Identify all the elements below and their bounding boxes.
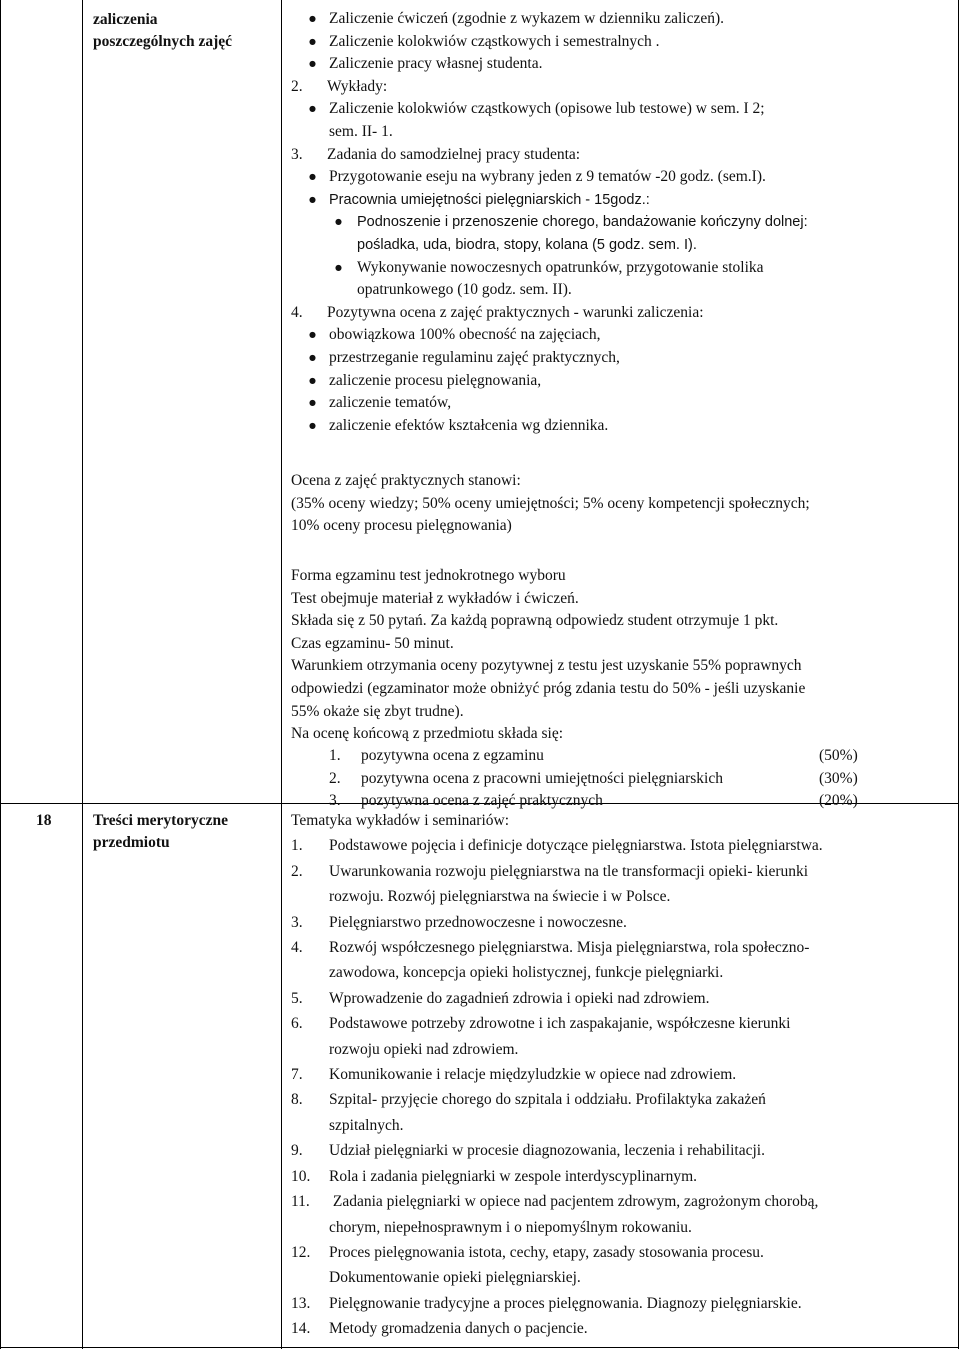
topic-text: Podstawowe pojęcia i definicje dotyczące pielęgniarstwa. Istota pielęgniarstwa.	[329, 837, 823, 855]
topic-number: 13.	[291, 1294, 311, 1312]
topic-text: Zadania pielęgniarki w opiece nad pacjentem zdrowym, zagrożonym chorobą,	[329, 1193, 819, 1211]
topic-number: 2.	[291, 862, 303, 880]
section-number: 3.	[291, 145, 303, 163]
topic-number: 12.	[291, 1243, 311, 1261]
topic-line	[291, 1240, 951, 1265]
topic-number: 3.	[291, 913, 303, 931]
topic-text: rozwoju opieki nad zdrowiem.	[329, 1040, 519, 1058]
topic-line	[291, 986, 951, 1011]
topics-block	[291, 808, 951, 1342]
topic-line	[291, 1062, 951, 1087]
row17-label-line2: poszczególnych zajęć	[93, 33, 233, 50]
topic-text: Rozwój współczesnego pielęgniarstwa. Misja pielęgniarstwa, rola społeczno-	[329, 939, 810, 957]
numbered-section-line	[291, 144, 951, 167]
topics-heading: Tematyka wykładów i seminariów:	[291, 812, 510, 829]
exam-line: Składa się z 50 pytań. Za każdą poprawną odpowiedz student otrzymuje 1 pkt.	[291, 612, 779, 630]
topic-text: Pielęgnowanie tradycyjne a proces pielęgnowania. Diagnozy pielęgniarskie.	[329, 1294, 802, 1312]
exam-block	[291, 565, 951, 746]
exam-line: Na ocenę końcową z przedmiotu składa się:	[291, 725, 564, 743]
table-right-border	[958, 0, 959, 1349]
topic-line	[291, 910, 951, 935]
topic-line	[291, 1291, 951, 1316]
topic-line	[291, 1316, 951, 1341]
topic-number: 11.	[291, 1193, 310, 1211]
section-title: Pozytywna ocena z zajęć praktycznych - warunki zaliczenia:	[327, 303, 704, 321]
topic-number: 10.	[291, 1167, 311, 1185]
row18-number: 18	[36, 812, 52, 829]
practical-grade-block	[291, 470, 951, 538]
topic-text: rozwoju. Rozwój pielęgniarstwa na świecie i w Polsce.	[329, 888, 671, 906]
numbered-section-line	[291, 302, 951, 325]
topic-line	[291, 1087, 951, 1112]
final-grade-percent: (50%)	[819, 747, 858, 764]
table-bottom-border	[0, 1347, 959, 1348]
topic-text: Dokumentowanie opieki pielęgniarskiej.	[329, 1269, 581, 1287]
topic-text: Szpital- przyjęcie chorego do szpitala i oddziału. Profilaktyka zakażeń	[329, 1091, 766, 1109]
numbered-section-line	[291, 76, 951, 99]
topic-number: 5.	[291, 989, 303, 1007]
topic-text: szpitalnych.	[329, 1116, 404, 1134]
bullet-item: ● Zaliczenie kolokwiów cząstkowych i semestralnych .	[291, 31, 951, 54]
row18-label	[93, 810, 228, 854]
topic-number: 8.	[291, 1091, 303, 1109]
exam-line: 55% okaże się zbyt trudne).	[291, 702, 464, 720]
topic-text: Udział pielęgniarki w procesie diagnozowania, leczenia i rehabilitacji.	[329, 1142, 765, 1160]
topic-line	[291, 1037, 951, 1062]
final-grade-percent: (30%)	[819, 769, 858, 787]
topic-line	[291, 1011, 951, 1036]
bullet-item: ● zaliczenie tematów,	[291, 392, 951, 415]
topic-text: Wprowadzenie do zagadnień zdrowia i opieki nad zdrowiem.	[329, 989, 710, 1007]
bullet-item: pośladka, uda, biodra, stopy, kolana (5 godz. sem. I).	[357, 236, 697, 253]
bullet-item: sem. II- 1.	[329, 122, 393, 140]
topic-text: zawodowa, koncepcja opieki holistycznej, funkcje pielęgniarki.	[329, 964, 724, 982]
topic-line	[291, 884, 951, 909]
bullet-item: ● Zaliczenie pracy własnej studenta.	[291, 53, 951, 76]
practical-grade-weights-line1: (35% oceny wiedzy; 50% oceny umiejętności; 5% oceny kompetencji społecznych;	[291, 494, 810, 512]
final-grade-percent: (20%)	[819, 792, 858, 810]
topics-list	[291, 833, 951, 1341]
exam-line: Test obejmuje materiał z wykładów i ćwiczeń.	[291, 589, 579, 607]
practical-grade-title: Ocena z zajęć praktycznych stanowi:	[291, 472, 521, 489]
topic-line	[291, 1189, 951, 1214]
bullet-item: ● Podnoszenie i przenoszenie chorego, bandażowanie kończyny dolnej:	[291, 211, 951, 234]
practical-grade-weights-line2: 10% oceny procesu pielęgnowania)	[291, 517, 512, 535]
topic-line	[291, 1265, 951, 1290]
final-grade-text: pozytywna ocena z pracowni umiejętności pielęgniarskich	[361, 769, 723, 787]
bullet-item: ● przestrzeganie regulaminu zajęć praktycznych,	[291, 347, 951, 370]
topic-line	[291, 1138, 951, 1163]
exam-line: Warunkiem otrzymania oceny pozytywnej z testu jest uzyskanie 55% poprawnych	[291, 657, 802, 675]
topic-text: Proces pielęgnowania istota, cechy, etapy, zasady stosowania procesu.	[329, 1243, 764, 1261]
topic-text: Rola i zadania pielęgniarki w zespole interdyscyplinarnym.	[329, 1167, 698, 1185]
topic-text: Pielęgniarstwo przednowoczesne i nowoczesne.	[329, 913, 627, 931]
col1-divider	[82, 0, 83, 1349]
bullet-item: ● Przygotowanie eseju na wybrany jeden z 9 tematów -20 godz. (sem.I).	[291, 166, 951, 189]
final-grade-item	[291, 745, 951, 768]
topic-number: 14.	[291, 1320, 311, 1338]
row17-label	[93, 9, 232, 53]
topic-number: 6.	[291, 1015, 303, 1033]
final-grade-item	[291, 768, 951, 791]
topic-line	[291, 833, 951, 858]
final-grade-text: pozytywna ocena z zajęć praktycznych	[361, 792, 603, 810]
bullet-item: ● Pracownia umiejętności pielęgniarskich - 15godz.:	[291, 189, 951, 212]
row18-label-line2: przedmiotu	[93, 834, 170, 851]
topic-text: Uwarunkowania rozwoju pielęgniarstwa na tle transformacji opieki- kierunki	[329, 862, 809, 880]
row18-label-line1: Treści merytoryczne	[93, 812, 228, 829]
final-grade-list	[291, 745, 951, 813]
section-number: 2.	[291, 77, 303, 95]
bullet-item: ● Zaliczenie ćwiczeń (zgodnie z wykazem w dzienniku zaliczeń).	[291, 8, 951, 31]
topic-line	[291, 1113, 951, 1138]
topic-text: chorym, niepełnosprawnym i o niepomyślnym rokowaniu.	[329, 1218, 692, 1236]
bullet-item: ● obowiązkowa 100% obecność na zajęciach,	[291, 324, 951, 347]
exam-line: Czas egzaminu- 50 minut.	[291, 634, 454, 652]
topic-line	[291, 1164, 951, 1189]
col2-divider	[281, 0, 282, 1349]
section-title: Zadania do samodzielnej pracy studenta:	[327, 145, 581, 163]
bullet-item: ● zaliczenie efektów kształcenia wg dziennika.	[291, 415, 951, 438]
topic-number: 9.	[291, 1142, 303, 1160]
row17-label-line1: zaliczenia	[93, 11, 158, 28]
exam-line: Forma egzaminu test jednokrotnego wyboru	[291, 567, 566, 584]
exam-line: odpowiedzi (egzaminator może obniżyć próg zdania testu do 50% - jeśli uzyskanie	[291, 679, 806, 697]
topic-text: Podstawowe potrzeby zdrowotne i ich zaspakajanie, współczesne kierunki	[329, 1015, 791, 1033]
topic-number: 7.	[291, 1066, 303, 1084]
bullet-item: ● zaliczenie procesu pielęgnowania,	[291, 370, 951, 393]
bullet-item: opatrunkowego (10 godz. sem. II).	[357, 281, 572, 299]
final-grade-number: 2.	[329, 769, 341, 787]
topic-line	[291, 859, 951, 884]
topic-number: 1.	[291, 837, 303, 855]
topic-line	[291, 935, 951, 960]
final-grade-number: 1.	[329, 747, 341, 764]
topic-text: Metody gromadzenia danych o pacjencie.	[329, 1320, 588, 1338]
bullet-item: ● Wykonywanie nowoczesnych opatrunków, przygotowanie stolika	[291, 257, 951, 280]
section-title: Wykłady:	[327, 77, 388, 95]
bullet-item: ● Zaliczenie kolokwiów cząstkowych (opisowe lub testowe) w sem. I 2;	[291, 98, 951, 121]
table-left-border	[0, 0, 1, 1349]
section-number: 4.	[291, 303, 303, 321]
topic-line	[291, 1215, 951, 1240]
topic-number: 4.	[291, 939, 303, 957]
topic-line	[291, 960, 951, 985]
topic-text: Komunikowanie i relacje międzyludzkie w opiece nad zdrowiem.	[329, 1066, 737, 1084]
final-grade-number: 3.	[329, 792, 341, 810]
final-grade-text: pozytywna ocena z egzaminu	[361, 747, 544, 764]
row17-assessment-list	[291, 8, 951, 437]
